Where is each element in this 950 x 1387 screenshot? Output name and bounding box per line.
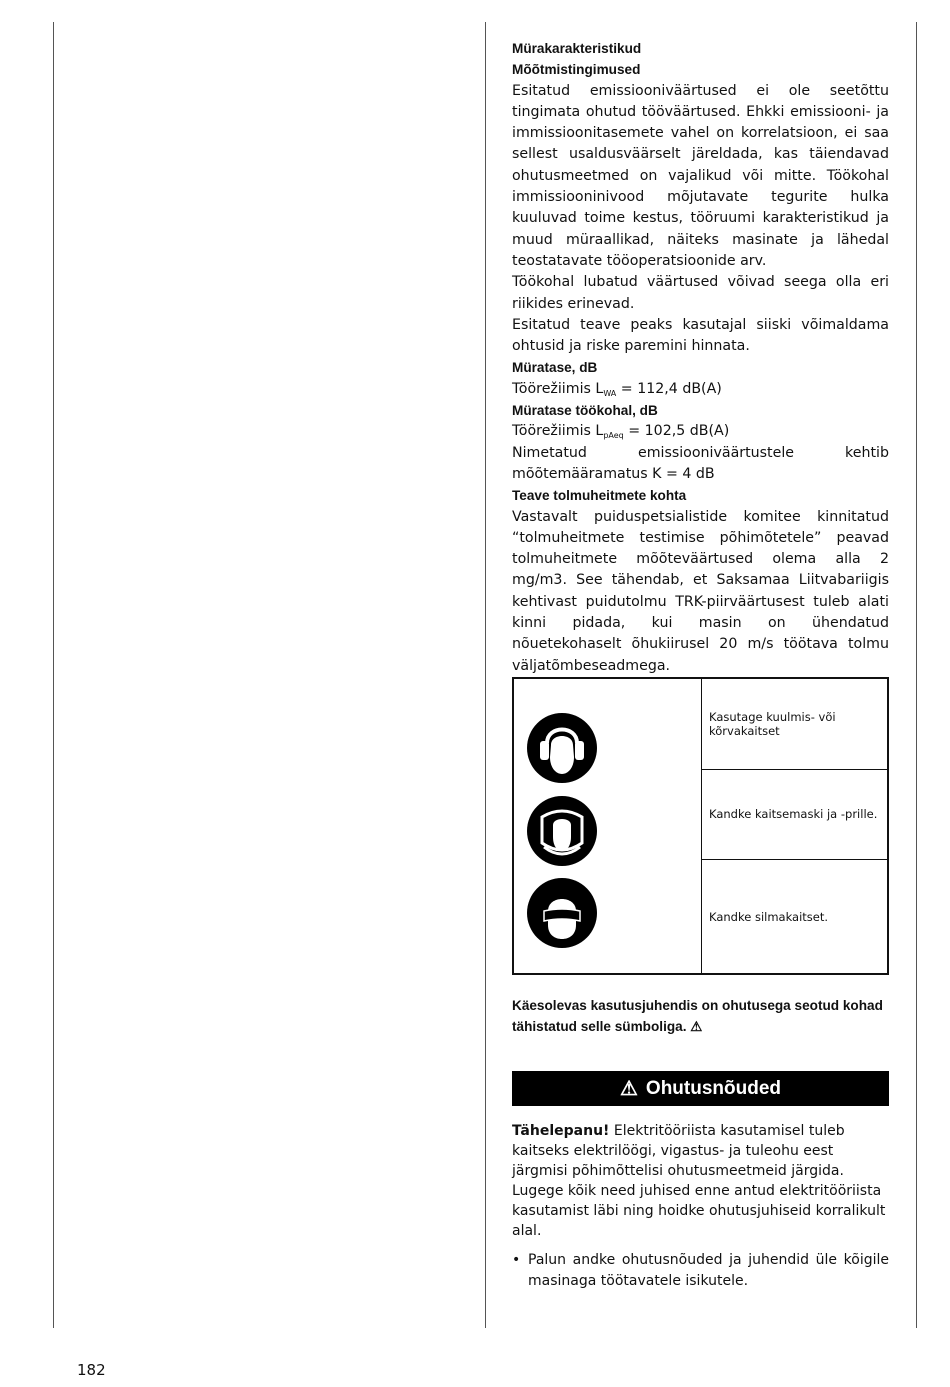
heading-conditions: Mõõtmistingimused xyxy=(512,62,641,78)
banner-title: Ohutusnõuded xyxy=(645,1077,782,1099)
noise-level-sub: WA xyxy=(603,388,617,398)
bullet-item xyxy=(512,1250,889,1292)
ppe-table xyxy=(512,677,889,975)
safety-symbol-note xyxy=(512,995,889,1037)
bullet-text: Palun andke ohutusnõuded ja juhendid üle kõigile masinaga töötavatele isikutele. xyxy=(528,1252,889,1289)
ear-protection-icon xyxy=(526,712,598,784)
heading-noise: Mürakarakteristikud xyxy=(512,41,642,56)
safety-banner xyxy=(512,1071,889,1106)
workplace-level-sub: pAeq xyxy=(603,431,624,441)
paragraph-allowed: Töökohal lubatud väärtused võivad seega olla eri riikides erinevad. xyxy=(512,274,889,312)
safety-paragraph-2: Lugege kõik need juhised enne antud elektritööriista kasutamist läbi ning hoidke ohutusjuhiseid korralikult alal. xyxy=(512,1183,886,1239)
right-border-line xyxy=(916,22,917,1328)
column-divider-line xyxy=(485,22,486,1328)
attention-label: Tähelepanu! xyxy=(512,1123,610,1139)
noise-level-prefix: Töörežiimis L xyxy=(512,380,604,397)
ppe-text-ear: Kasutage kuulmis- või kõrvakaitset xyxy=(702,679,887,770)
paragraph-dust: Vastavalt puiduspetsialistide komitee kinnitatud “tolmuheitmete testimise põhimõtetele” peavad tolmuheitmete mõõteväärtused olema alla 2 mg/m3. See tähendab, et Saksamaa Liitvabariigis kehtivast puidutolmu TRK-piirväärtusest tuleb alati kinni pidada, kui masin on ühendatud nõuetekohaselt õhukiirusel 20 m/s töötava tolmu väljatõmbeseadmega. xyxy=(512,508,889,674)
text-column xyxy=(512,38,889,677)
heading-noise-level: Müratase, dB xyxy=(512,360,598,376)
safety-text xyxy=(512,1121,889,1241)
page-number: 182 xyxy=(77,1361,106,1379)
paragraph-emission: Esitatud emissiooniväärtused ei ole seetõttu tingimata ohutud tööväärtused. Ehkki emissiooni- ja immissioonitasemete vahel on korrelatsioon, ei saa sellest usaldusväärselt järeldada, kas täiendavad ohutusmeetmed on vajalikud või mitte. Töökohal immissiooninivood mõjutavate tegurite hulka kuuluvad toime kestus, tööruumi karakteristikud ja muud müraallikad, näiteks masinate ja lähedal teostatavate tööoperatsioonide arv. xyxy=(512,82,889,269)
paragraph-tolerance: Nimetatud emissiooniväärtustele kehtib mõõtemääramatus K = 4 dB xyxy=(512,444,889,482)
face-shield-icon xyxy=(526,795,598,867)
workplace-level-prefix: Töörežiimis L xyxy=(512,423,604,440)
heading-dust: Teave tolmuheitmete kohta xyxy=(512,488,687,504)
heading-workplace-level: Müratase töökohal, dB xyxy=(512,403,658,419)
ppe-text-mask: Kandke kaitsemaski ja -prille. xyxy=(702,770,887,860)
warning-icon: ⚠ xyxy=(690,1019,703,1034)
noise-level-value: = 112,4 dB(A) xyxy=(616,380,722,397)
ppe-text-goggles: Kandke silmakaitset. xyxy=(709,910,829,925)
noise-level-line xyxy=(512,379,889,400)
note-text: Käesolevas kasutusjuhendis on ohutusega seotud kohad tähistatud selle sümboliga. xyxy=(512,998,883,1034)
warning-icon: ⚠ xyxy=(619,1078,638,1100)
bullet-dot: • xyxy=(512,1252,521,1268)
paragraph-info: Esitatud teave peaks kasutajal siiski võimaldama ohtusid ja riske paremini hinnata. xyxy=(512,316,889,355)
safety-paragraph-1 xyxy=(512,1121,889,1181)
left-border-line xyxy=(53,22,54,1328)
workplace-level-line xyxy=(512,421,889,442)
safety-p1: Elektritööriista kasutamisel tuleb kaitseks elektrilöögi, vigastus- ja tuleohu eest järgmisi põhimõttelisi ohutusmeetmeid järgida. xyxy=(512,1123,845,1179)
ppe-icon-column xyxy=(514,679,702,973)
safety-goggles-icon xyxy=(526,877,598,949)
workplace-level-value: = 102,5 dB(A) xyxy=(623,423,730,440)
